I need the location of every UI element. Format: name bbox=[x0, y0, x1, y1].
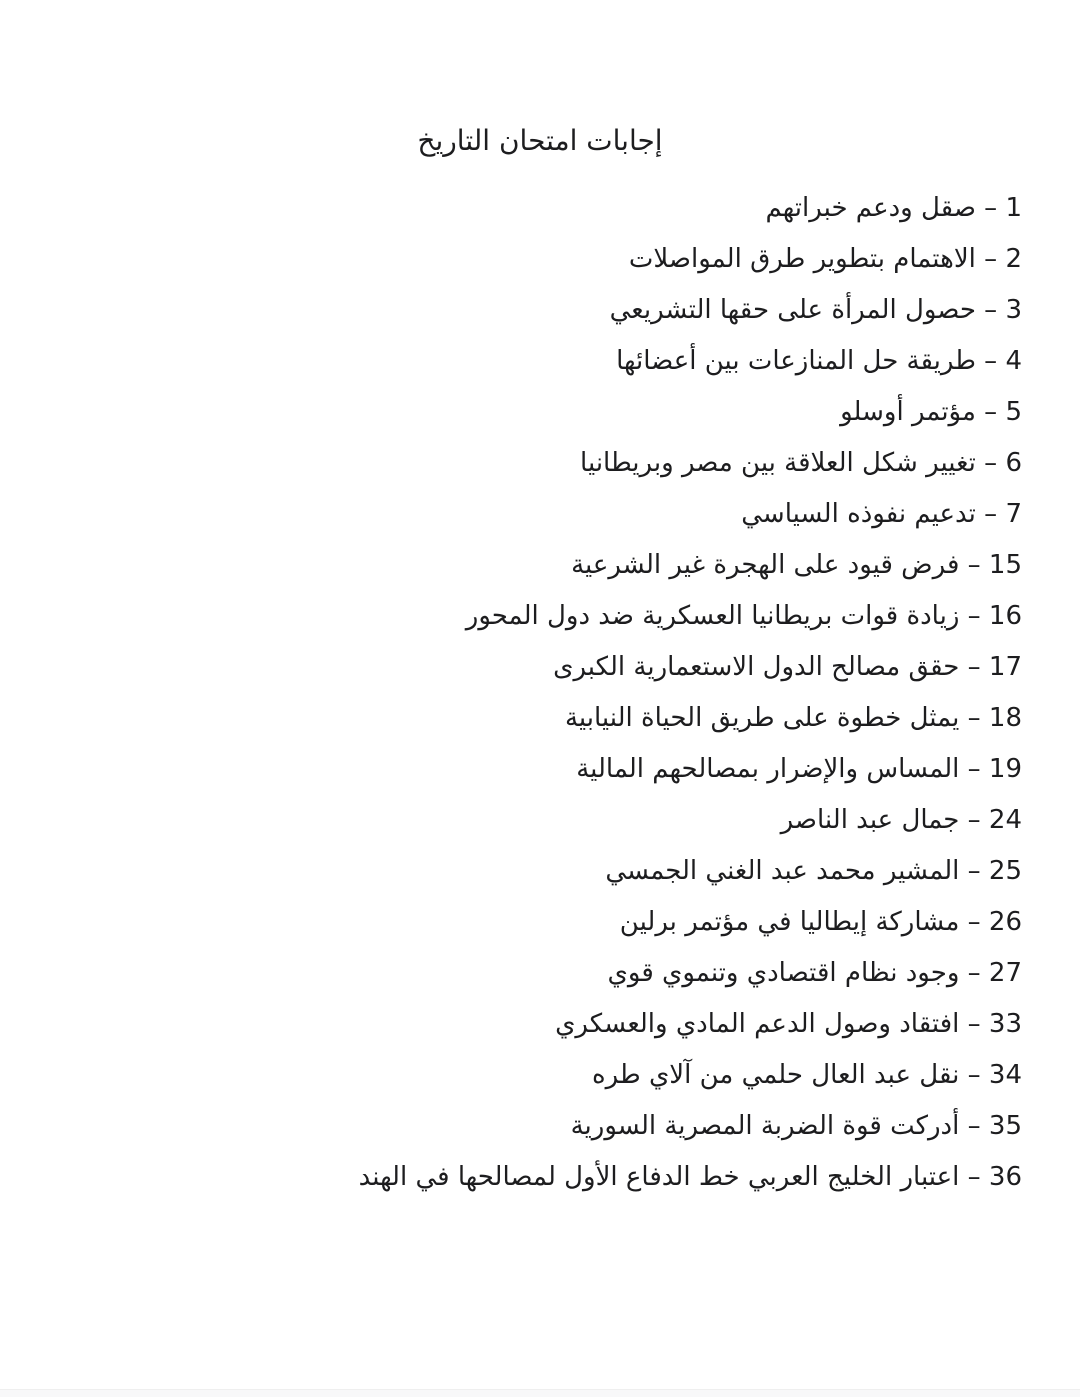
answer-line bbox=[40, 744, 1022, 795]
answer-text: أدركت قوة الضربة المصرية السورية bbox=[570, 1111, 960, 1141]
answer-number: 33 bbox=[988, 1009, 1022, 1039]
answer-separator: – bbox=[959, 754, 989, 784]
answer-separator: – bbox=[959, 550, 989, 580]
answer-text: صقل ودعم خبراتهم bbox=[765, 193, 976, 223]
answer-separator: – bbox=[975, 448, 1006, 478]
answer-text: الاهتمام بتطوير طرق المواصلات bbox=[628, 244, 976, 274]
answer-line bbox=[40, 489, 1022, 540]
answer-text: زيادة قوات بريطانيا العسكرية ضد دول المحور bbox=[465, 601, 960, 631]
answer-text: المساس والإضرار بمصالحهم المالية bbox=[576, 754, 960, 784]
answer-text: يمثل خطوة على طريق الحياة النيابية bbox=[564, 703, 960, 733]
answer-line bbox=[40, 948, 1022, 999]
answer-line bbox=[40, 285, 1022, 336]
answer-separator: – bbox=[975, 244, 1006, 274]
answer-text: تغيير شكل العلاقة بين مصر وبريطانيا bbox=[580, 448, 976, 478]
answer-line bbox=[40, 846, 1022, 897]
answer-number: 4 bbox=[1005, 346, 1022, 376]
answer-number: 34 bbox=[988, 1060, 1022, 1090]
answer-number: 7 bbox=[1005, 499, 1022, 529]
answer-text: المشير محمد عبد الغني الجمسي bbox=[605, 856, 960, 886]
answer-separator: – bbox=[959, 958, 989, 988]
answer-separator: – bbox=[959, 652, 989, 682]
answer-text: اعتبار الخليج العربي خط الدفاع الأول لمصالحها في الهند bbox=[358, 1162, 960, 1192]
answers-list bbox=[0, 183, 1080, 1203]
answer-line bbox=[40, 999, 1022, 1050]
answer-line bbox=[40, 897, 1022, 948]
answer-number: 15 bbox=[988, 550, 1022, 580]
answer-number: 18 bbox=[988, 703, 1022, 733]
answer-line bbox=[40, 795, 1022, 846]
answer-text: افتقاد وصول الدعم المادي والعسكري bbox=[555, 1009, 960, 1039]
answer-text: وجود نظام اقتصادي وتنموي قوي bbox=[607, 958, 960, 988]
page-title: إجابات امتحان التاريخ bbox=[417, 124, 663, 157]
answer-number: 24 bbox=[988, 805, 1022, 835]
answer-text: مؤتمر أوسلو bbox=[840, 397, 976, 427]
answer-separator: – bbox=[975, 499, 1006, 529]
answer-number: 27 bbox=[988, 958, 1022, 988]
answer-separator: – bbox=[959, 856, 989, 886]
answer-line bbox=[40, 1152, 1022, 1203]
answer-number: 17 bbox=[988, 652, 1022, 682]
answer-number: 1 bbox=[1005, 193, 1022, 223]
answer-text: نقل عبد العال حلمي من آلاي طره bbox=[592, 1060, 960, 1090]
answer-separator: – bbox=[959, 1111, 989, 1141]
answer-line bbox=[40, 540, 1022, 591]
answer-separator: – bbox=[975, 397, 1006, 427]
answer-text: طريقة حل المنازعات بين أعضائها bbox=[616, 346, 976, 376]
answer-line bbox=[40, 693, 1022, 744]
answer-number: 26 bbox=[988, 907, 1022, 937]
answer-text: فرض قيود على الهجرة غير الشرعية bbox=[571, 550, 960, 580]
answer-number: 6 bbox=[1005, 448, 1022, 478]
answer-text: تدعيم نفوذه السياسي bbox=[741, 499, 976, 529]
answer-number: 25 bbox=[988, 856, 1022, 886]
answer-line bbox=[40, 234, 1022, 285]
answer-separator: – bbox=[959, 1060, 989, 1090]
page-bottom-edge bbox=[0, 1389, 1080, 1397]
answer-separator: – bbox=[959, 805, 989, 835]
answer-number: 35 bbox=[988, 1111, 1022, 1141]
answer-text: مشاركة إيطاليا في مؤتمر برلين bbox=[619, 907, 960, 937]
answer-text: جمال عبد الناصر bbox=[780, 805, 960, 835]
answer-number: 5 bbox=[1005, 397, 1022, 427]
answer-separator: – bbox=[959, 907, 989, 937]
answer-separator: – bbox=[959, 703, 989, 733]
answer-number: 36 bbox=[988, 1162, 1022, 1192]
answer-line bbox=[40, 387, 1022, 438]
answer-text: حصول المرأة على حقها التشريعي bbox=[609, 295, 976, 325]
answer-line bbox=[40, 642, 1022, 693]
answer-number: 19 bbox=[988, 754, 1022, 784]
answer-number: 16 bbox=[988, 601, 1022, 631]
answer-separator: – bbox=[975, 193, 1006, 223]
answer-number: 3 bbox=[1005, 295, 1022, 325]
answer-separator: – bbox=[959, 601, 989, 631]
answer-line bbox=[40, 591, 1022, 642]
answer-line bbox=[40, 1101, 1022, 1152]
answer-number: 2 bbox=[1005, 244, 1022, 274]
answer-line bbox=[40, 1050, 1022, 1101]
answer-line bbox=[40, 336, 1022, 387]
answer-separator: – bbox=[975, 346, 1006, 376]
answer-separator: – bbox=[959, 1162, 989, 1192]
answer-separator: – bbox=[975, 295, 1006, 325]
answer-line bbox=[40, 183, 1022, 234]
answer-text: حقق مصالح الدول الاستعمارية الكبرى bbox=[553, 652, 960, 682]
answer-separator: – bbox=[959, 1009, 989, 1039]
answer-line bbox=[40, 438, 1022, 489]
